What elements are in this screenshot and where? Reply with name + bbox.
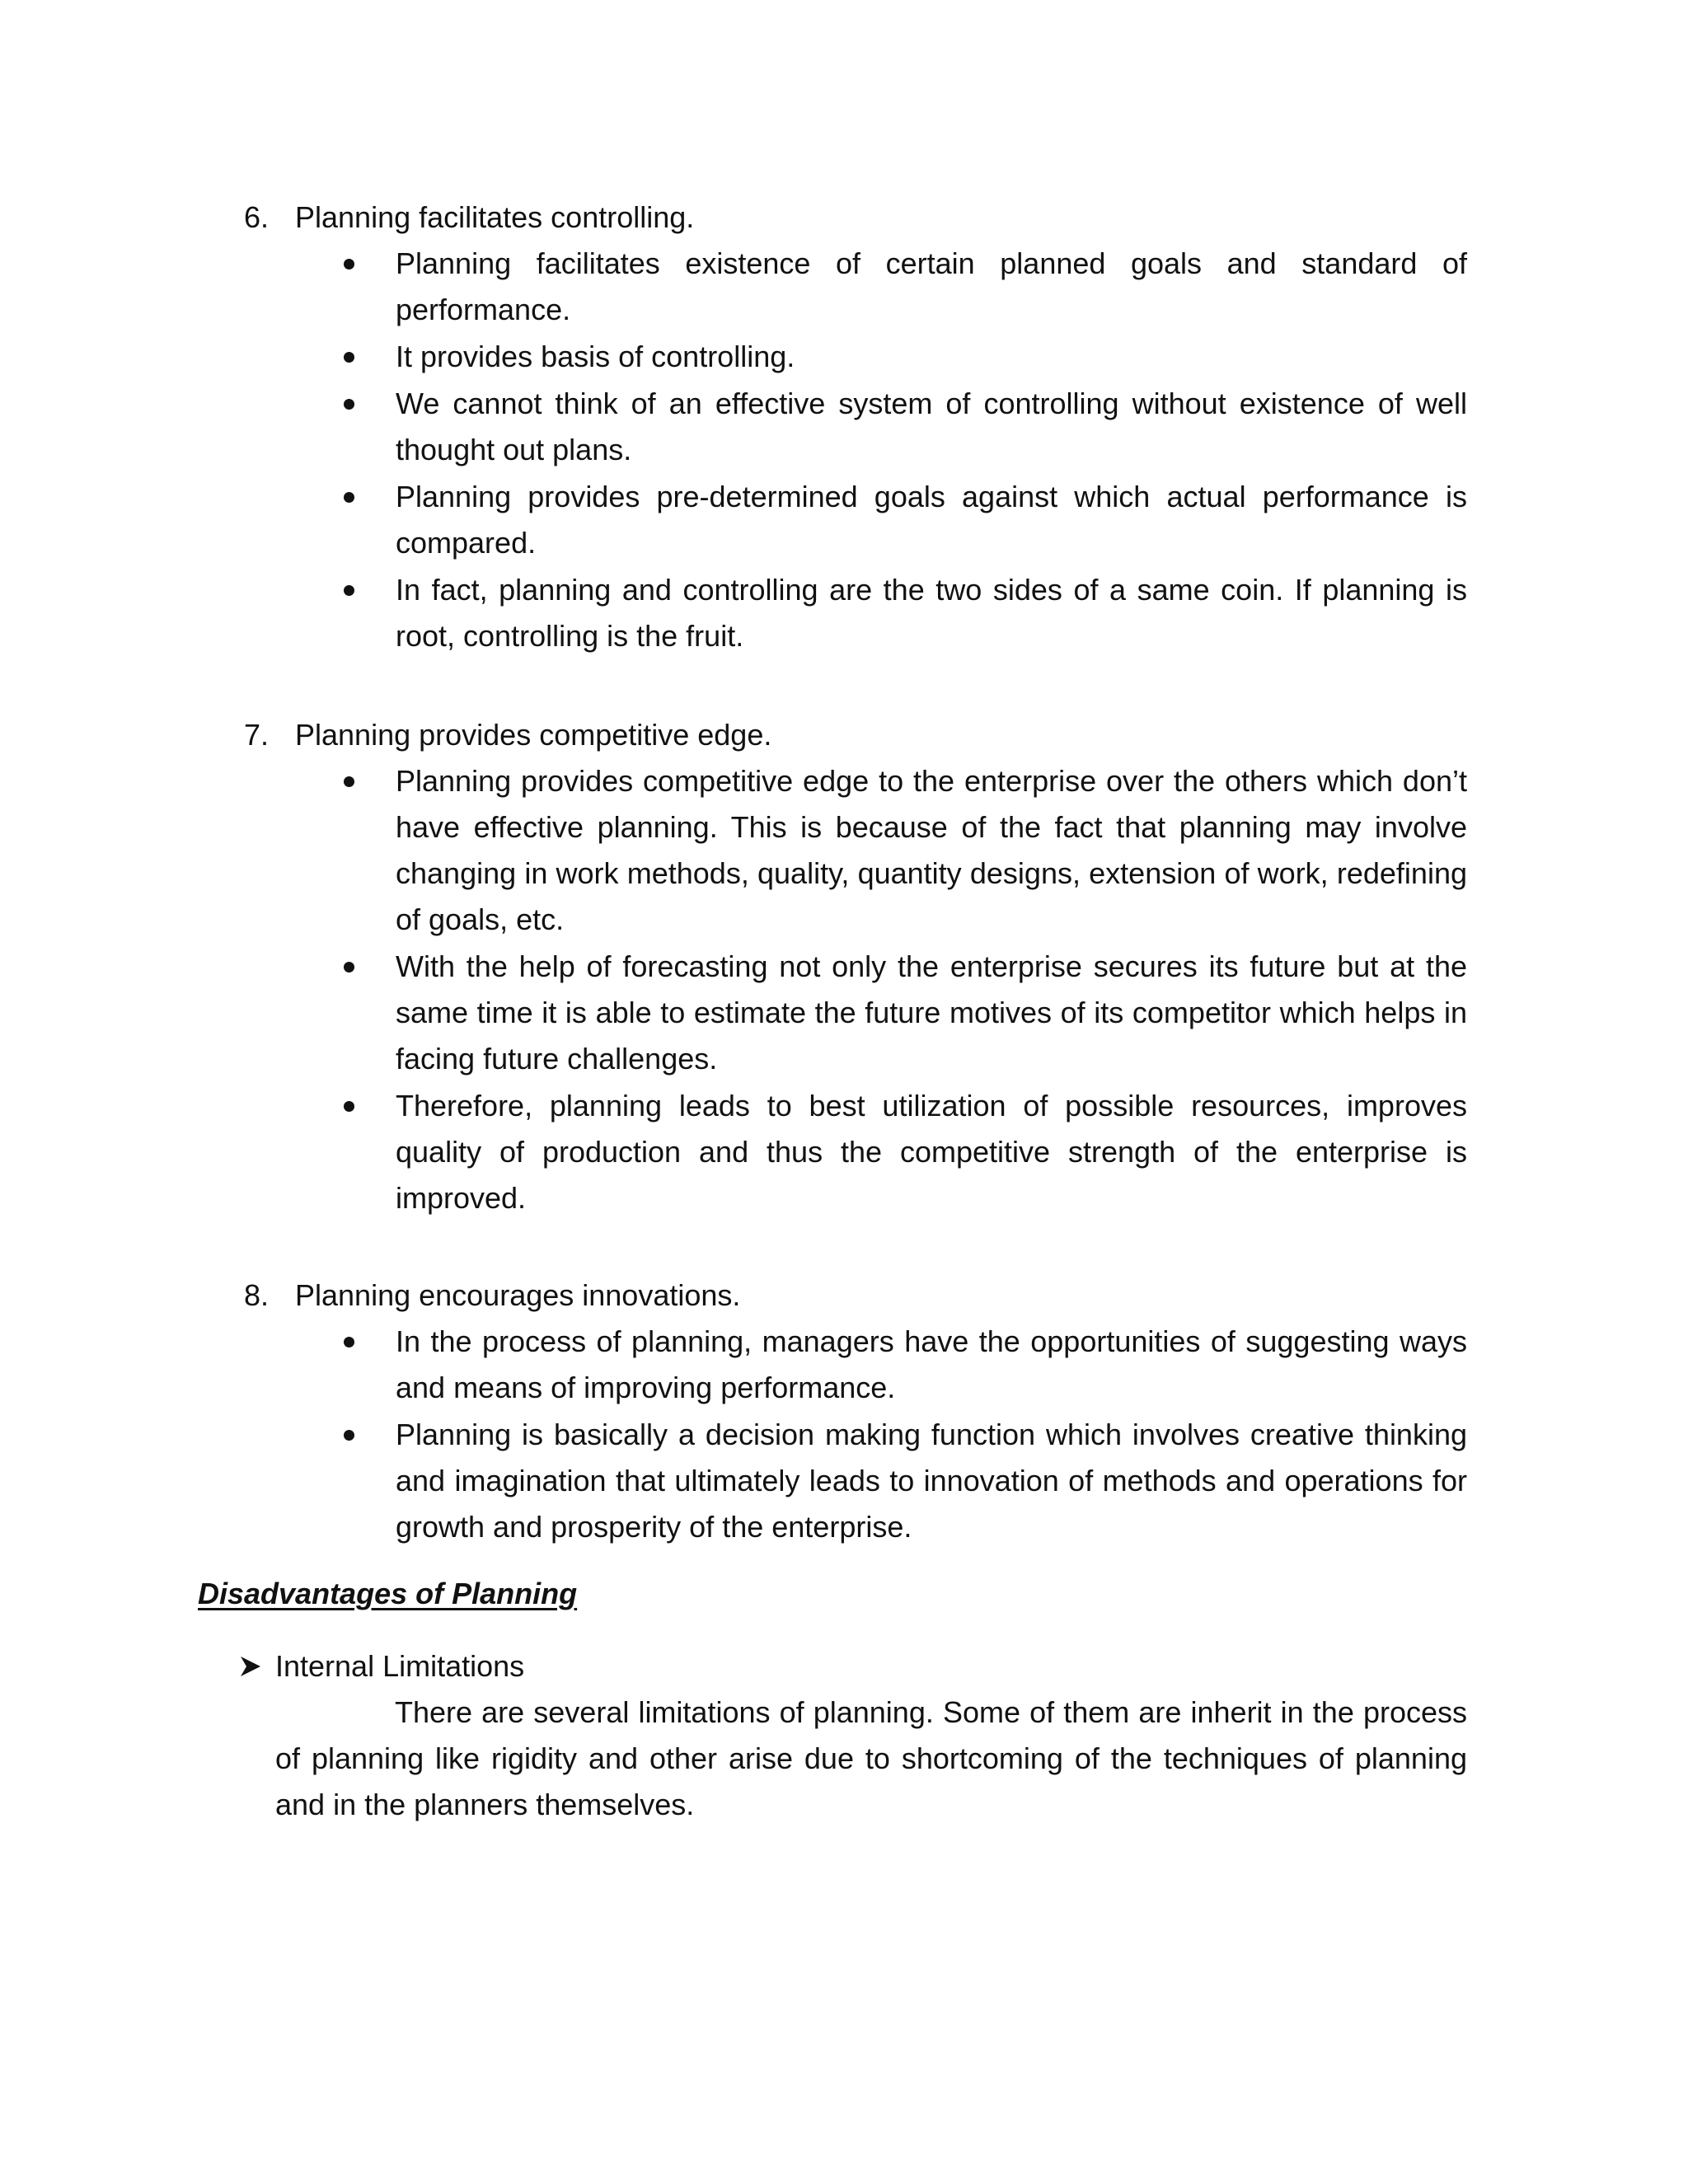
list-item-text: Therefore, planning leads to best utilization of possible resources, improves quality of production and thus the competitive strength of the enterprise is improved. — [396, 1089, 1467, 1215]
bullet-list-6 — [344, 241, 1467, 660]
item-title: Planning encourages innovations. — [295, 1278, 741, 1312]
bullet-icon — [344, 585, 354, 596]
item-title: Planning provides competitive edge. — [295, 718, 772, 752]
bullet-icon — [344, 1101, 354, 1112]
section-heading: Disadvantages of Planning — [198, 1577, 578, 1610]
item-title: Planning facilitates controlling. — [295, 200, 695, 234]
list-item-text: Planning is basically a decision making function which involves creative thinking and imagination that ultimately leads to innovation of methods and operations for growth and prosperity of the enterprise. — [396, 1418, 1467, 1544]
bullet-icon — [344, 492, 354, 503]
list-item — [344, 381, 1467, 473]
arrow-bullet-icon — [239, 1655, 262, 1678]
list-item — [344, 474, 1467, 566]
bullet-list-8 — [344, 1319, 1467, 1551]
bullet-icon — [344, 962, 354, 972]
list-item — [344, 1319, 1467, 1411]
bullet-icon — [344, 352, 354, 363]
list-item-text: With the help of forecasting not only the enterprise secures its future but at the same time it is able to estimate the future motives of its competitor which helps in facing future challenges. — [396, 949, 1467, 1076]
bullet-list-7 — [344, 758, 1467, 1222]
list-item-text: Planning provides competitive edge to the enterprise over the others which don’t have effective planning. This is because of the fact that planning may involve changing in work methods, quality, quantity designs, extension of work, redefining of goals, etc. — [396, 764, 1467, 936]
list-item — [344, 241, 1467, 333]
list-item-text: In fact, planning and controlling are the two sides of a same coin. If planning is root, controlling is the fruit. — [396, 573, 1467, 653]
bullet-icon — [344, 776, 354, 787]
list-item-text: It provides basis of controlling. — [396, 340, 795, 373]
list-item-text: Planning facilitates existence of certain planned goals and standard of performance. — [396, 246, 1467, 326]
bullet-icon — [344, 259, 354, 269]
list-item — [344, 1083, 1467, 1221]
item-number: 7. — [244, 718, 270, 752]
bullet-icon — [344, 1430, 354, 1441]
list-item — [344, 334, 1467, 380]
list-item — [344, 567, 1467, 659]
list-item — [344, 1412, 1467, 1550]
list-item-text: Planning provides pre-determined goals against which actual performance is compared. — [396, 480, 1467, 560]
list-item — [344, 944, 1467, 1082]
list-item-text: We cannot think of an effective system of controlling without existence of well thought out plans. — [396, 387, 1467, 466]
item-number: 6. — [244, 200, 270, 234]
bullet-icon — [344, 1337, 354, 1347]
limitations-paragraph: There are several limitations of planning. Some of them are inherit in the process of planning like rigidity and other arise due to shortcoming of the techniques of planning and in the planners themselves. — [275, 1695, 1467, 1821]
list-item-text: In the process of planning, managers have the opportunities of suggesting ways and means of improving performance. — [396, 1324, 1467, 1404]
item-number: 8. — [244, 1278, 270, 1312]
arrow-item-title: Internal Limitations — [275, 1649, 525, 1683]
bullet-icon — [344, 399, 354, 410]
list-item — [344, 758, 1467, 943]
